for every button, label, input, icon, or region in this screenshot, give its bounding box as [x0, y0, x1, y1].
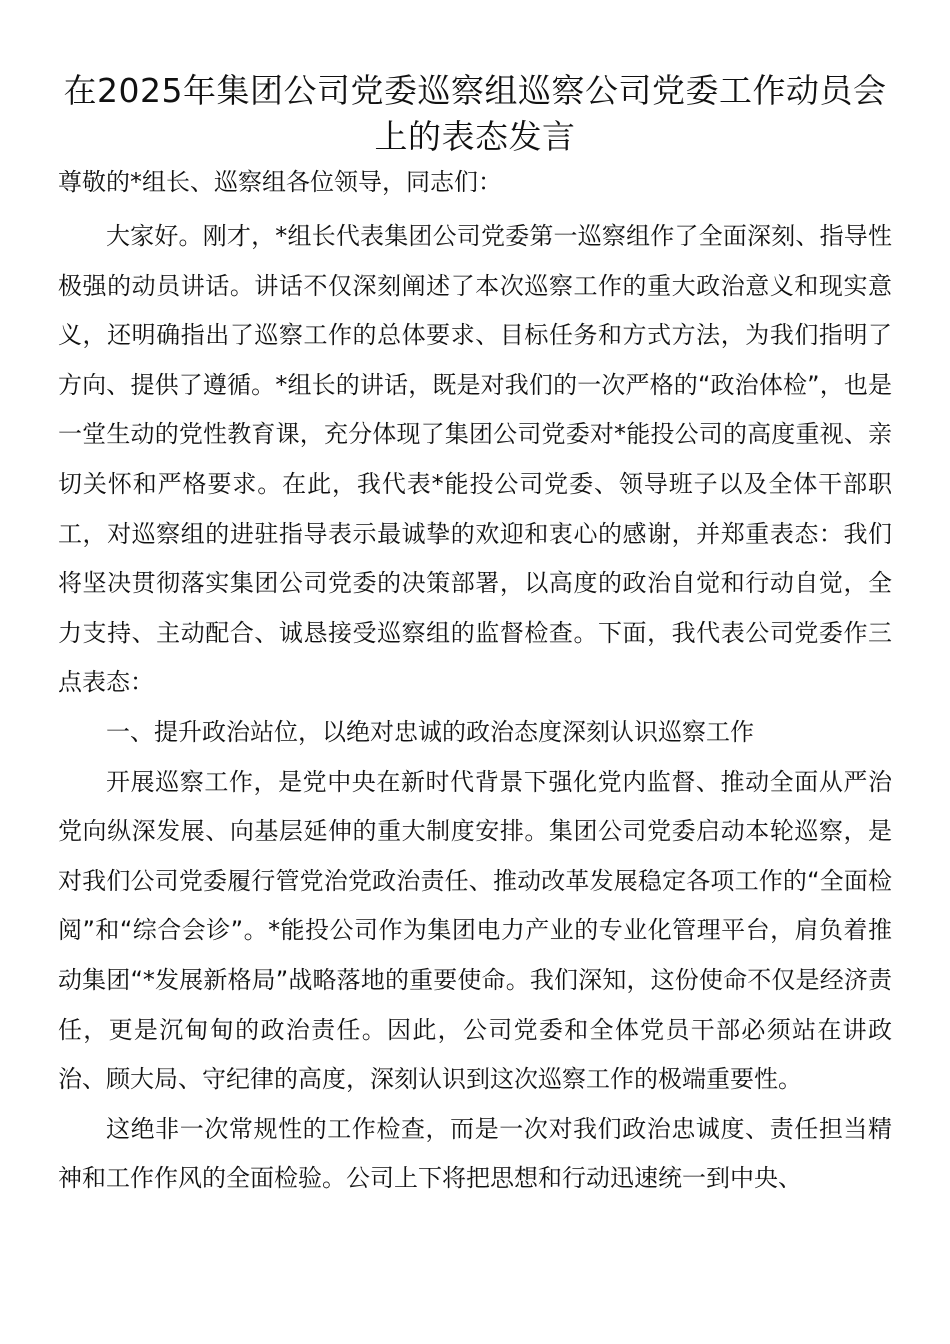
document-title: 在2025年集团公司党委巡察组巡察公司党委工作动员会上的表态发言	[63, 71, 887, 156]
salutation: 尊敬的*组长、巡察组各位领导，同志们：	[58, 168, 502, 196]
section-1-heading: 一、提升政治站位，以绝对忠诚的政治态度深刻认识巡察工作	[106, 717, 754, 746]
section-1-paragraph-2: 这绝非一次常规性的工作检查，而是一次对我们政治忠诚度、责任担当精神和工作作风的全面检验。公司上下将把思想和行动迅速统一到中央、	[58, 1114, 892, 1193]
section-1-paragraph-1: 开展巡察工作，是党中央在新时代背景下强化党内监督、推动全面从严治党向纵深发展、向基层延伸的重大制度安排。集团公司党委启动本轮巡察，是对我们公司党委履行管党治党政治责任、推动改革发展稳定各项工作的“全面检阅”和“综合会诊”。*能投公司作为集团电力产业的专业化管理平台，肩负着推动集团“*发展新格局”战略落地的重要使命。我们深知，这份使命不仅是经济责任，更是沉甸甸的政治责任。因此，公司党委和全体党员干部必须站在讲政治、顾大局、守纪律的高度，深刻认识到这次巡察工作的极端重要性。	[58, 767, 892, 1094]
opening-paragraph: 大家好。刚才，*组长代表集团公司党委第一巡察组作了全面深刻、指导性极强的动员讲话。讲话不仅深刻阐述了本次巡察工作的重大政治意义和现实意义，还明确指出了巡察工作的总体要求、目标任务和方式方法，为我们指明了方向、提供了遵循。*组长的讲话，既是对我们的一次严格的“政治体检”，也是一堂生动的党性教育课，充分体现了集团公司党委对*能投公司的高度重视、亲切关怀和严格要求。在此，我代表*能投公司党委、领导班子以及全体干部职工，对巡察组的进驻指导表示最诚挚的欢迎和衷心的感谢，并郑重表态：我们将坚决贯彻落实集团公司党委的决策部署，以高度的政治自觉和行动自觉，全力支持、主动配合、诚恳接受巡察组的监督检查。下面，我代表公司党委作三点表态：	[58, 222, 892, 697]
